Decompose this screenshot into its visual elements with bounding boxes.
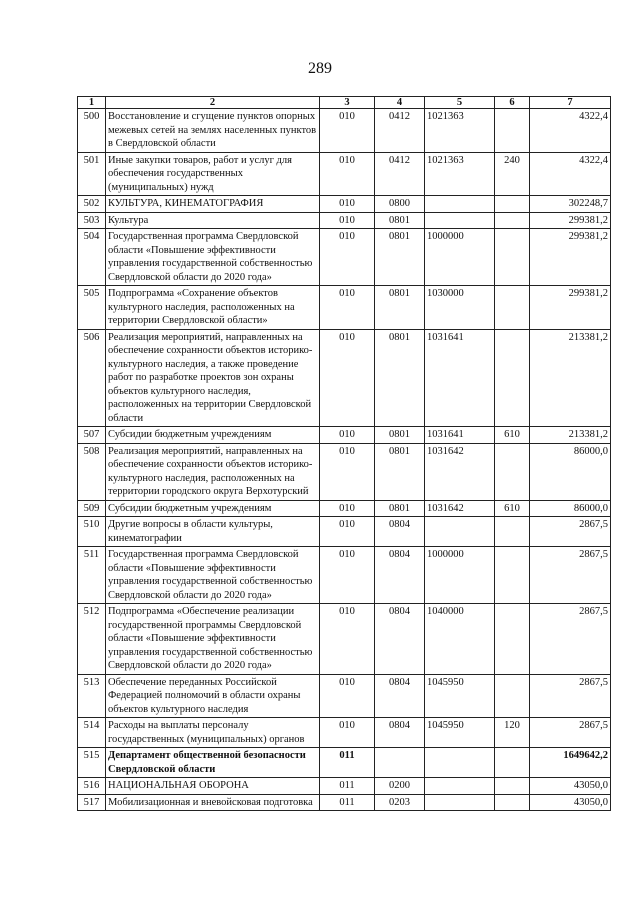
column-header: 5: [425, 97, 495, 109]
amount: 2867,5: [530, 517, 611, 547]
section-code: 0412: [375, 152, 425, 196]
table-row: [78, 718, 611, 748]
ministry-code: 010: [320, 212, 375, 229]
row-number: 502: [78, 196, 106, 213]
amount: 4322,4: [530, 152, 611, 196]
expense-type-code: [495, 674, 530, 718]
column-header: 1: [78, 97, 106, 109]
table-body: [78, 109, 611, 811]
expense-type-code: [495, 748, 530, 778]
amount: 299381,2: [530, 229, 611, 286]
expense-type-code: [495, 212, 530, 229]
expense-type-code: 240: [495, 152, 530, 196]
row-number: 514: [78, 718, 106, 748]
table-row: [78, 286, 611, 330]
table-row: [78, 604, 611, 675]
ministry-code: 010: [320, 718, 375, 748]
expense-type-code: [495, 443, 530, 500]
ministry-code: 011: [320, 794, 375, 811]
target-article-code: 1021363: [425, 152, 495, 196]
row-name: Подпрограмма «Обеспечение реализации государственной программы Свердловской области «Повышение эффективности управления государственной собственностью Свердловской области до 2020 года»: [106, 604, 320, 675]
table-row: [78, 748, 611, 778]
row-number: 504: [78, 229, 106, 286]
expense-type-code: [495, 778, 530, 795]
target-article-code: [425, 517, 495, 547]
section-code: 0804: [375, 547, 425, 604]
section-code: 0801: [375, 443, 425, 500]
amount: 213381,2: [530, 427, 611, 444]
table-row: [78, 778, 611, 795]
table-row: [78, 212, 611, 229]
ministry-code: 010: [320, 547, 375, 604]
section-code: 0200: [375, 778, 425, 795]
target-article-code: 1031642: [425, 443, 495, 500]
table-row: [78, 794, 611, 811]
table-row: [78, 674, 611, 718]
column-header: 4: [375, 97, 425, 109]
row-name: Государственная программа Свердловской области «Повышение эффективности управления государственной собственностью Свердловской области до 2020 года»: [106, 547, 320, 604]
target-article-code: [425, 778, 495, 795]
amount: 2867,5: [530, 674, 611, 718]
row-name: Субсидии бюджетным учреждениям: [106, 427, 320, 444]
target-article-code: 1045950: [425, 718, 495, 748]
ministry-code: 010: [320, 674, 375, 718]
header-row: [78, 97, 611, 109]
row-name: Департамент общественной безопасности Свердловской области: [106, 748, 320, 778]
section-code: 0804: [375, 674, 425, 718]
expense-type-code: [495, 229, 530, 286]
table-row: [78, 517, 611, 547]
ministry-code: 010: [320, 443, 375, 500]
page-number: 289: [308, 60, 332, 77]
section-code: 0801: [375, 286, 425, 330]
table-row: [78, 196, 611, 213]
ministry-code: 010: [320, 329, 375, 427]
target-article-code: 1000000: [425, 229, 495, 286]
table-row: [78, 229, 611, 286]
target-article-code: [425, 196, 495, 213]
ministry-code: 010: [320, 152, 375, 196]
target-article-code: [425, 748, 495, 778]
section-code: 0800: [375, 196, 425, 213]
section-code: 0804: [375, 604, 425, 675]
row-number: 516: [78, 778, 106, 795]
row-number: 508: [78, 443, 106, 500]
column-header: 2: [106, 97, 320, 109]
row-name: Расходы на выплаты персоналу государственных (муниципальных) органов: [106, 718, 320, 748]
amount: 4322,4: [530, 109, 611, 153]
row-name: Субсидии бюджетным учреждениям: [106, 500, 320, 517]
row-name: Обеспечение переданных Российской Федерацией полномочий в области охраны объектов культурного наследия: [106, 674, 320, 718]
row-name: Реализация мероприятий, направленных на обеспечение сохранности объектов историко-культурного наследия, расположенных на территории городского округа Верхотурский: [106, 443, 320, 500]
section-code: 0801: [375, 500, 425, 517]
table-row: [78, 109, 611, 153]
expense-type-code: [495, 286, 530, 330]
section-code: 0804: [375, 517, 425, 547]
section-code: 0801: [375, 212, 425, 229]
amount: 2867,5: [530, 718, 611, 748]
target-article-code: 1031641: [425, 329, 495, 427]
target-article-code: 1045950: [425, 674, 495, 718]
ministry-code: 010: [320, 517, 375, 547]
ministry-code: 010: [320, 604, 375, 675]
expense-type-code: 610: [495, 500, 530, 517]
ministry-code: 010: [320, 229, 375, 286]
ministry-code: 010: [320, 286, 375, 330]
ministry-code: 011: [320, 778, 375, 795]
amount: 43050,0: [530, 794, 611, 811]
ministry-code: 011: [320, 748, 375, 778]
row-number: 501: [78, 152, 106, 196]
expense-type-code: 610: [495, 427, 530, 444]
section-code: 0801: [375, 427, 425, 444]
budget-table: [77, 96, 611, 811]
row-number: 511: [78, 547, 106, 604]
amount: 302248,7: [530, 196, 611, 213]
row-number: 506: [78, 329, 106, 427]
expense-type-code: [495, 109, 530, 153]
expense-type-code: [495, 547, 530, 604]
amount: 2867,5: [530, 547, 611, 604]
amount: 2867,5: [530, 604, 611, 675]
ministry-code: 010: [320, 109, 375, 153]
target-article-code: 1031642: [425, 500, 495, 517]
table-row: [78, 329, 611, 427]
target-article-code: 1021363: [425, 109, 495, 153]
section-code: 0801: [375, 229, 425, 286]
ministry-code: 010: [320, 196, 375, 213]
row-name: Подпрограмма «Сохранение объектов культурного наследия, расположенных на территории Свердловской области»: [106, 286, 320, 330]
section-code: 0203: [375, 794, 425, 811]
ministry-code: 010: [320, 500, 375, 517]
column-header: 6: [495, 97, 530, 109]
row-name: Другие вопросы в области культуры, кинематографии: [106, 517, 320, 547]
amount: 86000,0: [530, 443, 611, 500]
row-name: Иные закупки товаров, работ и услуг для обеспечения государственных (муниципальных) нужд: [106, 152, 320, 196]
expense-type-code: 120: [495, 718, 530, 748]
expense-type-code: [495, 329, 530, 427]
amount: 299381,2: [530, 212, 611, 229]
row-number: 513: [78, 674, 106, 718]
row-number: 503: [78, 212, 106, 229]
expense-type-code: [495, 517, 530, 547]
column-header: 7: [530, 97, 611, 109]
expense-type-code: [495, 604, 530, 675]
section-code: 0804: [375, 718, 425, 748]
row-number: 505: [78, 286, 106, 330]
table-row: [78, 427, 611, 444]
row-number: 517: [78, 794, 106, 811]
row-name: Мобилизационная и вневойсковая подготовка: [106, 794, 320, 811]
section-code: [375, 748, 425, 778]
section-code: 0412: [375, 109, 425, 153]
target-article-code: 1031641: [425, 427, 495, 444]
amount: 86000,0: [530, 500, 611, 517]
row-name: Государственная программа Свердловской области «Повышение эффективности управления государственной собственностью Свердловской области до 2020 года»: [106, 229, 320, 286]
ministry-code: 010: [320, 427, 375, 444]
table-row: [78, 547, 611, 604]
row-number: 512: [78, 604, 106, 675]
row-number: 507: [78, 427, 106, 444]
expense-type-code: [495, 196, 530, 213]
expense-type-code: [495, 794, 530, 811]
target-article-code: 1000000: [425, 547, 495, 604]
row-name: КУЛЬТУРА, КИНЕМАТОГРАФИЯ: [106, 196, 320, 213]
column-header: 3: [320, 97, 375, 109]
row-name: НАЦИОНАЛЬНАЯ ОБОРОНА: [106, 778, 320, 795]
target-article-code: [425, 212, 495, 229]
target-article-code: [425, 794, 495, 811]
table-row: [78, 443, 611, 500]
amount: 299381,2: [530, 286, 611, 330]
row-number: 510: [78, 517, 106, 547]
row-number: 500: [78, 109, 106, 153]
section-code: 0801: [375, 329, 425, 427]
amount: 43050,0: [530, 778, 611, 795]
amount: 1649642,2: [530, 748, 611, 778]
target-article-code: 1030000: [425, 286, 495, 330]
row-number: 515: [78, 748, 106, 778]
table-row: [78, 500, 611, 517]
amount: 213381,2: [530, 329, 611, 427]
target-article-code: 1040000: [425, 604, 495, 675]
row-number: 509: [78, 500, 106, 517]
row-name: Восстановление и сгущение пунктов опорных межевых сетей на землях населенных пунктов в Свердловской области: [106, 109, 320, 153]
row-name: Реализация мероприятий, направленных на обеспечение сохранности объектов историко-культурного наследия, а также проведение работ по разработке проектов зон охраны объектов культурного наследия, расположенных на территории Свердловской области: [106, 329, 320, 427]
row-name: Культура: [106, 212, 320, 229]
table-row: [78, 152, 611, 196]
